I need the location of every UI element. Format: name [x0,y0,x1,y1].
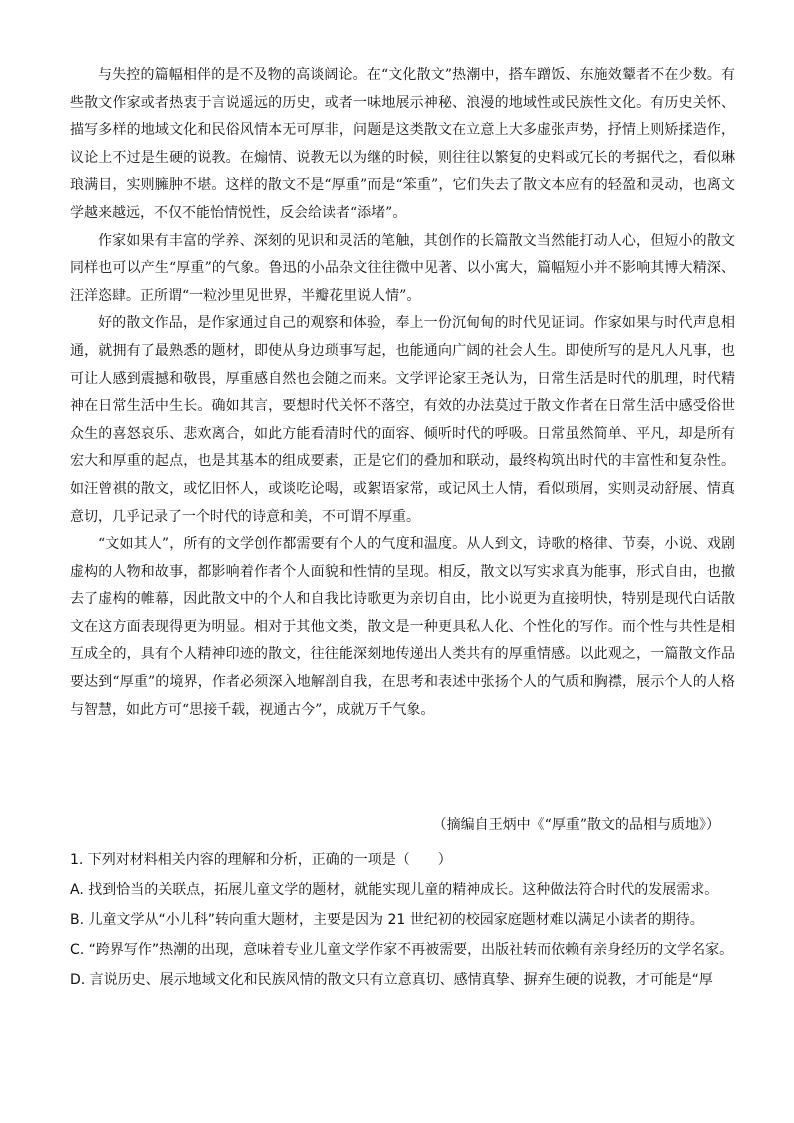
reading-passage [70,62,735,724]
option-c[interactable]: C. “跨界写作”热潮的出现，意味着专业儿童文学作家不再被需要，出版社转而依赖有亲身经历的文学名家。 [70,942,734,958]
passage-paragraph-1: 与失控的篇幅相伴的是不及物的高谈阔论。在“文化散文”热潮中，搭车蹭饭、东施效颦者不在少数。有些散文作家或者热衷于言说遥远的历史，或者一味地展示神秘、浪漫的地域性或民族性文化。有历史关怀、描写多样的地域文化和民俗风情本无可厚非，问题是这类散文在立意上大多虚张声势，抒情上则矫揉造作，议论上不过是生硬的说教。在煽情、说教无以为继的时候，则往往以繁复的史料或冗长的考据代之，看似琳琅满目，实则臃肿不堪。这样的散文不是“厚重”而是“笨重”，它们失去了散文本应有的轻盈和灵动，也离文学越来越远，不仅不能怡情悦性，反会给读者“添堵”。 [70,67,735,221]
option-d[interactable]: D. 言说历史、展示地域文化和民族风情的散文只有立意真切、感情真挚、摒弃生硬的说教，才可能是“厚 [70,972,713,988]
passage-paragraph-2: 作家如果有丰富的学养、深刻的见识和灵活的笔触，其创作的长篇散文当然能打动人心，但短小的散文同样也可以产生“厚重”的气象。鲁迅的小品杂文往往微中见著、以小寓大，篇幅短小并不影响其博大精深、汪洋恣肆。正所谓“一粒沙里见世界，半瓣花里说人情”。 [70,232,735,304]
passage-paragraph-3: 好的散文作品，是作家通过自己的观察和体验，奉上一份沉甸甸的时代见证词。作家如果与时代声息相通，就拥有了最熟悉的题材，即使从身边琐事写起，也能通向广阔的社会人生。即使所写的是凡人凡事，也可让人感到震撼和敬畏，厚重感自然也会随之而来。文学评论家王尧认为，日常生活是时代的肌理，时代精神在日常生活中生长。确如其言，要想时代关怀不落空，有效的办法莫过于散文作者在日常生活中感受俗世众生的喜怒哀乐、悲欢离合，如此方能看清时代的面容、倾听时代的呼吸。日常虽然简单、平凡，却是所有宏大和厚重的起点，也是其基本的组成要素，正是它们的叠加和联动，最终构筑出时代的丰富性和复杂性。如汪曾祺的散文，或忆旧怀人，或谈吃论喝，或絮语家常，或记风土人情，看似琐屑，实则灵动舒展、情真意切，几乎记录了一个时代的诗意和美，不可谓不厚重。 [70,315,735,525]
question-block [70,845,738,995]
question-stem: 1. 下列对材料相关内容的理解和分析，正确的一项是（ ） [70,852,452,868]
passage-paragraph-4: “文如其人”，所有的文学创作都需要有个人的气度和温度。从人到文，诗歌的格律、节奏，小说、戏剧虚构的人物和故事，都影响着作者个人面貌和性情的呈现。相反，散文以写实求真为能事，形式自由，也撤去了虚构的帷幕，因此散文中的个人和自我比诗歌更为亲切自由，比小说更为直接明快，特别是现代白话散文在这方面表现得更为明显。相对于其他文类，散文是一种更具私人化、个性化的写作。而个性与共性是相互成全的，具有个人精神印迹的散文，往往能深刻地传递出人类共有的厚重情感。以此观之，一篇散文作品要达到“厚重”的境界，作者必须深入地解剖自我，在思考和表述中张扬个人的气质和胸襟，展示个人的人格与智慧，如此方可“思接千载，视通古今”，成就万千气象。 [70,536,735,718]
option-b[interactable]: B. 儿童文学从“小儿科”转向重大题材，主要是因为 21 世纪初的校园家庭题材难以满足小读者的期待。 [70,912,704,928]
option-a[interactable]: A. 找到恰当的关联点，拓展儿童文学的题材，就能实现儿童的精神成长。这种做法符合时代的发展需求。 [70,882,719,898]
passage-source-citation: （摘编自王炳中《“厚重”散文的品相与质地》） [432,817,720,833]
